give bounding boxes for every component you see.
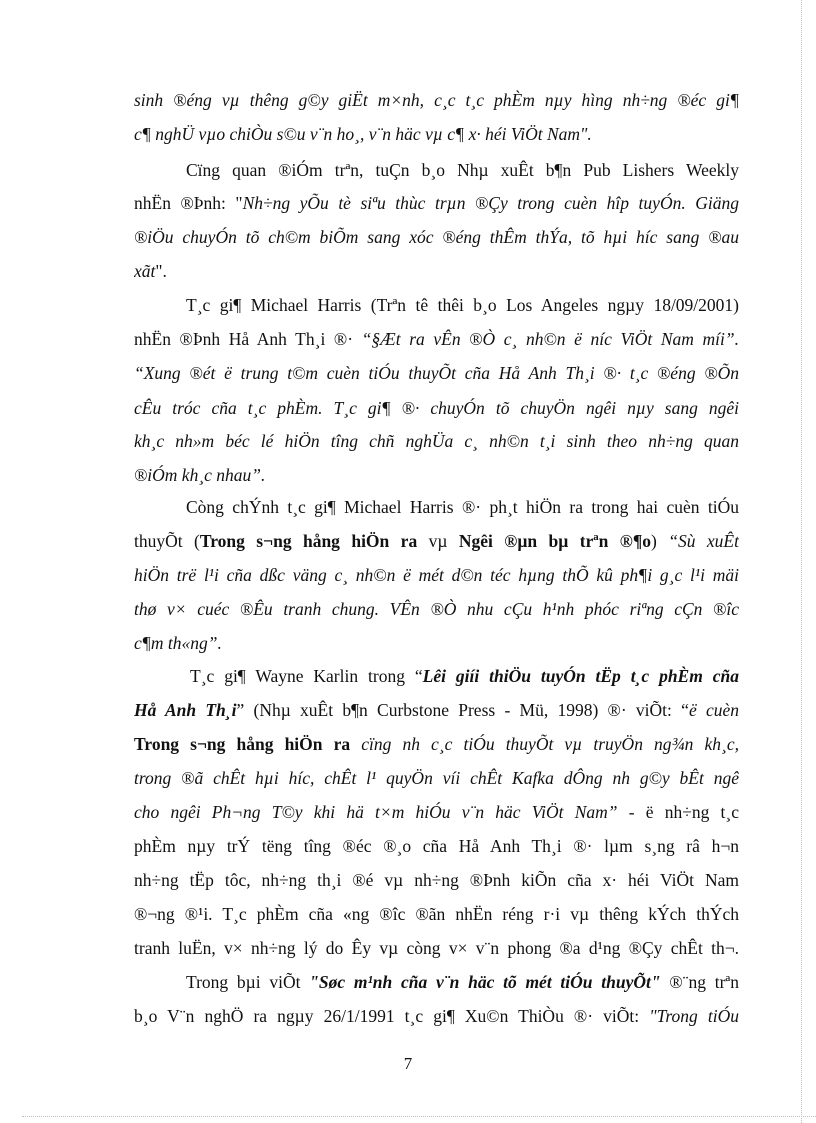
page-border-right xyxy=(801,0,802,1123)
text-run: “§Æt ra vÊn ®Ò c¸ nh©n ë níc ViÖt Nam míi”. xyxy=(361,329,739,349)
text-run: cÊu tróc cña t¸c phÈm. T¸c gi¶ ®· chuyÓn tõ chuyÖn ngêi nµy sang ngêi xyxy=(134,398,739,418)
text-run: Ngêi ®µn bµ trªn ®¶o xyxy=(458,531,652,551)
text-run: cho ngêi Ph¬ng T©y khi hä t×m hiÓu v¨n häc ViÖt Nam” xyxy=(134,802,618,822)
text-run: “Sù xuÊt xyxy=(668,531,739,551)
text-run: Hå Anh Th¸i xyxy=(134,700,237,720)
text-run: T¸c gi¶ Michael Harris (Trªn tê thêi b¸o Los Angeles ngµy 18/09/2001) xyxy=(186,295,739,315)
text-run: trong ®ã chÊt hµi híc, chÊt l¹ quyÖn víi chÊt Kafka dÔng nh g©y bÊt ngê xyxy=(134,768,739,788)
text-run: xãt xyxy=(134,261,156,281)
text-run: ®¬ng ®¹i. T¸c phÈm cña «ng ®îc ®ãn nhËn réng r·i vµ thêng kÝch thÝch xyxy=(134,904,739,924)
text-run: phÈm nµy trÝ tëng tîng ®éc ®¸o cña Hå Anh Th¸i ®· lµm s¸ng râ h¬n xyxy=(134,836,739,856)
text-run: cïng nh c¸c tiÓu thuyÕt vµ truyÖn ng¾n kh¸c, xyxy=(350,734,739,754)
text-line xyxy=(190,666,739,687)
text-run: ” (Nhµ xuÊt b¶n Curbstone Press - Mü, 1998) ®· viÕt: “ xyxy=(236,700,689,720)
text-run: thø v× cuéc ®Êu tranh chung. VÊn ®Ò nhu cÇu h¹nh phóc riªng cÇn ®îc xyxy=(134,599,739,619)
text-line xyxy=(134,124,739,145)
text-line xyxy=(134,329,739,350)
text-run: ®iÖu chuyÓn tõ ch©m biÕm sang xóc ®éng thÊm thÝa, tõ hµi híc sang ®au xyxy=(134,227,739,247)
text-run: c¶ nghÜ vµo chiÒu s©u v¨n ho¸, v¨n häc vµ c¶ x· héi ViÖt Nam". xyxy=(134,124,592,144)
text-run: sinh ®éng vµ thêng g©y giËt m×nh, c¸c t¸c phÈm nµy hìng nh÷ng ®éc gi¶ xyxy=(134,90,739,110)
text-line xyxy=(186,160,739,181)
text-line xyxy=(134,227,739,248)
text-line xyxy=(134,768,739,789)
text-line xyxy=(134,734,739,755)
text-run: “Xung ®ét ë trung t©m cuèn tiÓu thuyÕt cña Hå Anh Th¸i ®· t¸c ®éng ®Õn xyxy=(134,363,739,383)
text-run: tranh luËn, v× nh÷ng lý do Êy vµ còng v× v¨n phong ®a d¹ng ®Çy chÊt th¬. xyxy=(134,938,739,958)
text-line xyxy=(134,1006,739,1027)
text-line xyxy=(134,193,739,214)
text-run: nhËn ®Þnh: " xyxy=(134,193,243,213)
text-run: - ë nh÷ng t¸c xyxy=(617,802,739,822)
text-run: Trong bµi viÕt xyxy=(186,972,310,992)
text-run: "Trong tiÓu xyxy=(649,1006,739,1026)
text-run: hiÖn trë l¹i cña dßc väng c¸ nh©n ë mét d©n téc hµng thÕ kû ph¶i g¸c l¹i mäi xyxy=(134,565,739,585)
text-line xyxy=(134,363,739,384)
text-line xyxy=(134,870,739,891)
text-run: nhËn ®Þnh Hå Anh Th¸i ®· xyxy=(134,329,362,349)
text-run: "Søc m¹nh cña v¨n häc tõ mét tiÓu thuyÕt" xyxy=(309,972,661,992)
text-run: Cïng quan ®iÓm trªn, tuÇn b¸o Nhµ xuÊt b¶n Pub Lishers Weekly xyxy=(186,160,739,180)
text-run: kh¸c nh»m béc lé hiÖn tîng chñ nghÜa c¸ nh©n t¸i sinh theo nh÷ng quan xyxy=(134,431,739,451)
text-line xyxy=(134,904,739,925)
text-run: thuyÕt ( xyxy=(134,531,200,551)
text-line xyxy=(134,938,739,959)
text-run: ë cuèn xyxy=(688,700,739,720)
text-run: b¸o V¨n nghÖ ra ngµy 26/1/1991 t¸c gi¶ Xu©n ThiÒu ®· viÕt: xyxy=(134,1006,650,1026)
text-line xyxy=(134,431,739,452)
text-run: ) xyxy=(651,531,669,551)
text-line xyxy=(134,565,739,586)
text-line xyxy=(134,802,739,823)
text-line xyxy=(134,633,739,654)
text-run: Trong s¬ng hång hiÖn ra xyxy=(199,531,418,551)
text-run: Trong s¬ng hång hiÖn ra xyxy=(134,734,351,754)
page-border-bottom xyxy=(22,1116,816,1117)
page-number: 7 xyxy=(403,1054,413,1073)
text-run: ®¨ng trªn xyxy=(660,972,739,992)
text-line xyxy=(134,261,739,282)
text-line xyxy=(134,531,739,552)
text-run: Lêi giíi thiÖu tuyÓn tËp t¸c phÈm cña xyxy=(422,666,739,686)
text-line xyxy=(134,398,739,419)
text-run: c¶m th«ng”. xyxy=(134,633,222,653)
text-run: Còng chÝnh t¸c gi¶ Michael Harris ®· ph¸t hiÖn ra trong hai cuèn tiÓu xyxy=(186,497,739,517)
text-run: vµ xyxy=(417,531,459,551)
text-line xyxy=(134,599,739,620)
text-run: ®iÓm kh¸c nhau”. xyxy=(134,465,266,485)
text-run: ". xyxy=(155,261,167,281)
text-run: Nh÷ng yÕu tè siªu thùc trµn ®Çy trong cuèn hîp tuyÓn. Giäng xyxy=(242,193,739,213)
text-line xyxy=(134,700,739,721)
text-run: nh÷ng tËp tôc, nh÷ng th¸i ®é vµ nh÷ng ®Þnh kiÕn cña x· héi ViÖt Nam xyxy=(134,870,739,890)
text-line xyxy=(134,836,739,857)
text-line xyxy=(186,497,739,518)
text-line xyxy=(134,465,739,486)
text-line xyxy=(186,295,739,316)
text-line xyxy=(134,90,739,111)
text-run: T¸c gi¶ Wayne Karlin trong “ xyxy=(190,666,423,686)
text-line xyxy=(186,972,739,993)
